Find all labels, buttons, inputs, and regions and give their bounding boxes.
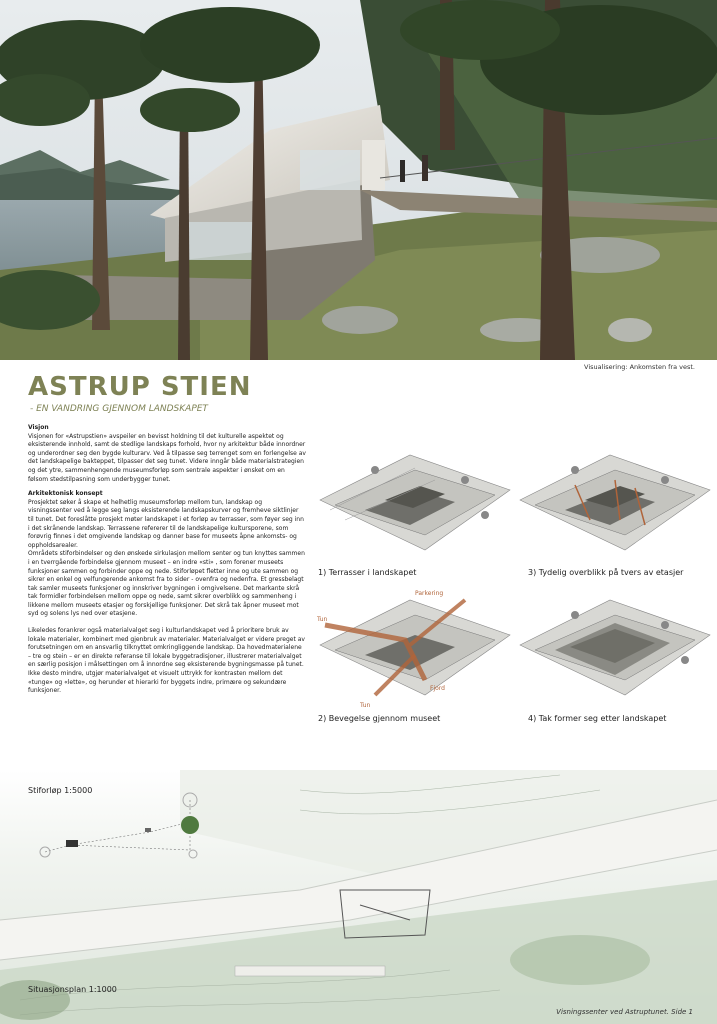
diagram-label-3: 3) Tydelig overblikk på tvers av etasjer xyxy=(528,568,684,577)
section-heading-konsept: Arkitektonisk konsept xyxy=(28,490,103,498)
section-paragraph: Likeledes forankrer også materialvalget seg i kulturlandskapet ved å prioritere bruk av lokale materialer, kombinert med gjenbruk av materialer. Materialvalget er videre preget av forutsetningen om en ansvarlig tilknyttet omkringliggende landskap. Da hovedmaterialene – tre og stein – er en direkte referanse til lokale byggetradisjoner, illustrerer materialvalget en særlig posisjon i målsettingen om å innordne seg eksisterende bygningsmasse på tunet. Ikke desto mindre, utgjør materialvalget et visuelt uttrykk for kontrasten mellom det «tunge» og «lette», og herunder et hierarki for byggets indre, primære og sekundære funksjoner. xyxy=(28,627,305,695)
annotation-parkering: Parkering xyxy=(415,590,444,597)
annotation-tun-2: Tun xyxy=(360,702,371,709)
hero-visualization xyxy=(0,0,717,360)
annotation-fjord: Fjord xyxy=(430,685,445,692)
diagram-roof xyxy=(515,585,715,715)
hero-caption: Visualisering: Ankomsten fra vest. xyxy=(584,363,695,371)
diagram-label-4: 4) Tak former seg etter landskapet xyxy=(528,714,667,723)
footer-text: Visningssenter ved Astruptunet. Side 1 xyxy=(556,1008,693,1016)
diagram-terraces xyxy=(315,440,515,570)
page-title: ASTRUP STIEN xyxy=(28,372,252,402)
diagram-label-2: 2) Bevegelse gjennom museet xyxy=(318,714,441,723)
situasjonsplan-label: Situasjonsplan 1:1000 xyxy=(28,985,117,994)
section-heading-visjon: Visjon xyxy=(28,424,49,431)
diagram-movement xyxy=(315,585,515,715)
section-paragraph: Visjonen for «Astrupstien» avspeiler en bevisst holdning til det kulturelle aspektet og eksisterende innhold, samt de stedlige landskaps forhold, hvor ny arkitektur både innordner og underordner seg den bygde kulturarv. Ved å tilpasse seg terrenget som en forlengelse av det landskapelige bakteppet, tilpasser det seg tunet. Videre inngår både materialstrategien og det ytre, sammenhengende museumsforløp som sentrale aspekter i ønsket om en følsom stedstilpasning som underbygger tunet. xyxy=(28,432,306,483)
stiforlop-label: Stiforløp 1:5000 xyxy=(28,786,93,795)
body-text xyxy=(28,424,306,696)
section-paragraph: Prosjektet søker å skape et helhetlig museumsforløp mellom tun, landskap og visningssenter ved å legge seg langs eksisterende landskapskurver og fremheve siktlinjer til tunet. Det foreslåtte prosjekt møter landskapet i et forløp av terrasser, som føyer seg inn i det skrånende landskap. Terrassene refererer til de landskapelige kultursporene, som forøvrig finnes i det omgivende landskap og danner base for museets åpne ankomsts- og oppholdsarealer. xyxy=(28,498,304,549)
annotation-tun: Tun xyxy=(317,616,328,623)
diagram-label-1: 1) Terrasser i landskapet xyxy=(318,568,417,577)
page-subtitle: - EN VANDRING GJENNOM LANDSKAPET xyxy=(30,404,208,414)
diagram-overview xyxy=(515,440,715,570)
section-paragraph: Områdets stiforbindelser og den ønskede sirkulasjon mellom senter og tun knyttes sammen i en tverrgående forbindelse gjennom museet – en indre «sti» , som forener museets funksjoner sammen og forbinder oppe og nede. Stiforløpet fletter inne og ute sammen og sikrer en enkel og velfungerende ankomst fra to sider - ovenfra og nedenfra. Et gressbelagt tak samler museets funksjoner og innskriver bygningen i omgivelsene. Det markante skrå tak formidler forbindelsen mellom oppe og nede, samt sikrer overblikk og sammenheng i likkene mellom museets etasjer og forskjellige funksjoner. Det skrå tak åpner museet mot syd og solens lys ned over etasjene. xyxy=(28,550,305,618)
